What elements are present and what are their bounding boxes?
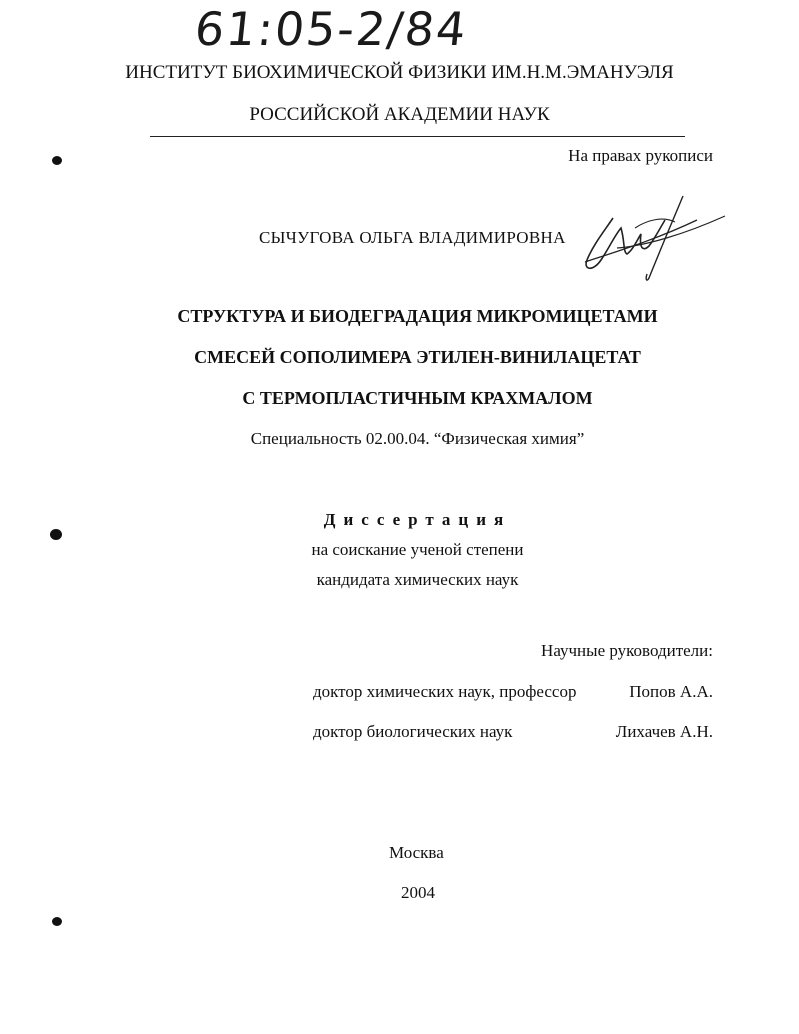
supervisors-heading: Научные руководители: <box>541 641 713 660</box>
title-line3: С ТЕРМОПЛАСТИЧНЫМ КРАХМАЛОМ <box>242 388 593 408</box>
specialty: Специальность 02.00.04. “Физическая химия” <box>250 429 585 448</box>
dissertation-heading: Диссертация <box>323 510 512 529</box>
rights-note: На правах рукописи <box>568 146 713 165</box>
supervisor-1-name: Попов А.А. <box>629 682 713 701</box>
institute-name-line1: ИНСТИТУТ БИОХИМИЧЕСКОЙ ФИЗИКИ ИМ.Н.М.ЭМАНУЭЛЯ <box>125 62 674 83</box>
supervisor-2-degree: доктор биологических наук <box>313 722 513 741</box>
binder-hole-mark-top <box>52 156 62 165</box>
institute-name-line2: РОССИЙСКОЙ АКАДЕМИИ НАУК <box>249 104 550 125</box>
degree-line1: на соискание ученой степени <box>311 540 524 559</box>
binder-hole-mark-middle <box>50 529 62 540</box>
year: 2004 <box>401 883 435 902</box>
header-divider <box>150 136 685 137</box>
city: Москва <box>389 843 444 862</box>
degree-line2: кандидата химических наук <box>316 570 519 589</box>
author-name: СЫЧУГОВА ОЛЬГА ВЛАДИМИРОВНА <box>259 228 566 247</box>
title-line2: СМЕСЕЙ СОПОЛИМЕРА ЭТИЛЕН-ВИНИЛАЦЕТАТ <box>194 347 641 367</box>
supervisor-2-name: Лихачев А.Н. <box>615 722 713 741</box>
author-signature <box>575 190 735 285</box>
supervisor-1-degree: доктор химических наук, профессор <box>313 682 577 701</box>
binder-hole-mark-bottom <box>52 917 62 926</box>
handwritten-archive-number: 61:05-2/84 <box>192 2 471 56</box>
title-line1: СТРУКТУРА И БИОДЕГРАДАЦИЯ МИКРОМИЦЕТАМИ <box>177 306 658 326</box>
